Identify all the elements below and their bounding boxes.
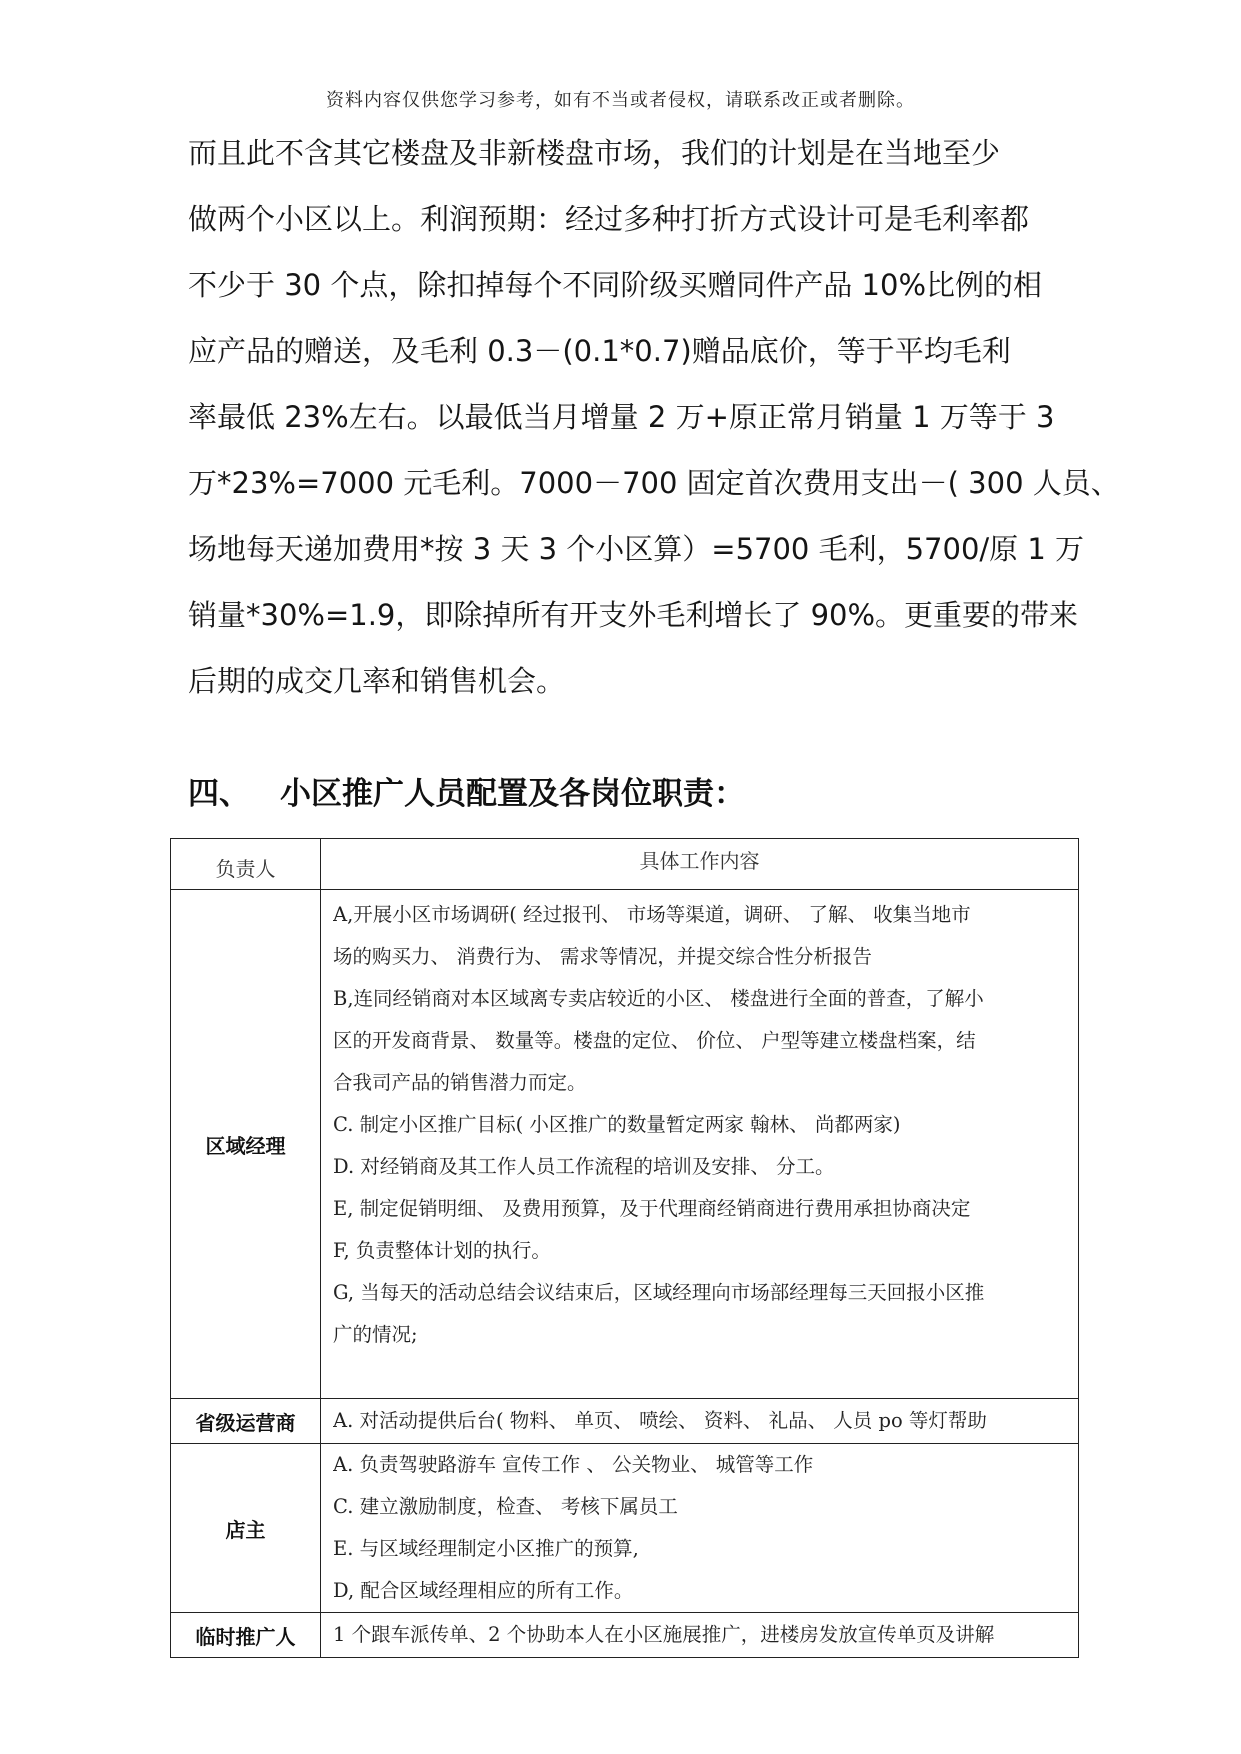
disclaimer-note: 资料内容仅供您学习参考，如有不当或者侵权，请联系改正或者删除。 <box>326 90 915 111</box>
task-line: B,连同经销商对本区域离专卖店较近的小区、 楼盘进行全面的普查，了解小 <box>333 987 984 1010</box>
table-row <box>171 890 1079 1399</box>
body-line: 销量*30%=1.9，即除掉所有开支外毛利增长了 90%。更重要的带来 <box>188 598 1079 632</box>
task-line: G, 当每天的活动总结会议结束后，区域经理向市场部经理每三天回报小区推 <box>333 1281 985 1304</box>
task-cell <box>321 1613 1079 1658</box>
body-line: 后期的成交几率和销售机会。 <box>188 664 566 698</box>
table-row <box>171 1613 1079 1658</box>
body-paragraph <box>188 120 1120 714</box>
task-line <box>333 1356 1070 1398</box>
table-row <box>171 1444 1079 1613</box>
duty-table <box>170 838 1079 1658</box>
task-line: A,开展小区市场调研( 经过报刊、 市场等渠道，调研、 了解、 收集当地市 <box>333 903 971 926</box>
task-line: C. 制定小区推广目标( 小区推广的数量暂定两家 翰林、 尚都两家) <box>333 1113 901 1136</box>
body-line: 不少于 30 个点，除扣掉每个不同阶级买赠同件产品 10%比例的相 <box>188 268 1043 302</box>
task-line: E, 制定促销明细、 及费用预算，及于代理商经销商进行费用承担协商决定 <box>333 1197 971 1220</box>
role-cell: 省级运营商 <box>171 1399 321 1444</box>
role-cell: 区域经理 <box>171 890 321 1399</box>
table-header-row <box>171 839 1079 890</box>
task-line: F, 负责整体计划的执行。 <box>333 1239 551 1262</box>
header-cell-responsible: 负责人 <box>171 839 321 890</box>
task-line: E. 与区域经理制定小区推广的预算, <box>333 1537 639 1560</box>
section-number: 四、 <box>188 776 250 812</box>
task-cell <box>321 1444 1079 1613</box>
task-cell <box>321 890 1079 1399</box>
role-cell: 临时推广人 <box>171 1613 321 1658</box>
task-line: A. 对活动提供后台( 物料、 单页、 喷绘、 资料、 礼品、 人员 po 等灯帮助 <box>333 1409 987 1432</box>
body-line: 率最低 23%左右。以最低当月增量 2 万+原正常月销量 1 万等于 3 <box>188 400 1055 434</box>
task-line: D, 配合区域经理相应的所有工作。 <box>333 1579 634 1602</box>
task-line: 1 个跟车派传单、2 个协助本人在小区施展推广，进楼房发放宣传单页及讲解 <box>333 1623 995 1646</box>
task-line: D. 对经销商及其工作人员工作流程的培训及安排、 分工。 <box>333 1155 835 1178</box>
body-line: 场地每天递加费用*按 3 天 3 个小区算）=5700 毛利，5700/原 1 万 <box>188 532 1085 566</box>
role-cell: 店主 <box>171 1444 321 1613</box>
task-line: 广的情况; <box>333 1323 418 1346</box>
body-line: 万*23%=7000 元毛利。7000－700 固定首次费用支出－( 300 人员、 <box>188 466 1120 500</box>
body-line: 做两个小区以上。利润预期：经过多种打折方式设计可是毛利率都 <box>188 202 1030 236</box>
task-line: C. 建立激励制度，检查、 考核下属员工 <box>333 1495 678 1518</box>
body-line: 应产品的赠送，及毛利 0.3－(0.1*0.7)赠品底价，等于平均毛利 <box>188 334 1011 368</box>
section-title: 小区推广人员配置及各岗位职责： <box>280 776 745 812</box>
task-line: 场的购买力、 消费行为、 需求等情况，并提交综合性分析报告 <box>333 945 872 968</box>
section-heading <box>188 768 745 813</box>
task-cell <box>321 1399 1079 1444</box>
table-row <box>171 1399 1079 1444</box>
task-line: A. 负责驾驶路游车 宣传工作 、 公关物业、 城管等工作 <box>333 1453 814 1476</box>
task-line: 区的开发商背景、 数量等。楼盘的定位、 价位、 户型等建立楼盘档案，结 <box>333 1029 976 1052</box>
task-line: 合我司产品的销售潜力而定。 <box>333 1071 587 1094</box>
header-cell-content: 具体工作内容 <box>321 839 1079 890</box>
body-line: 而且此不含其它楼盘及非新楼盘市场，我们的计划是在当地至少 <box>188 136 1001 170</box>
